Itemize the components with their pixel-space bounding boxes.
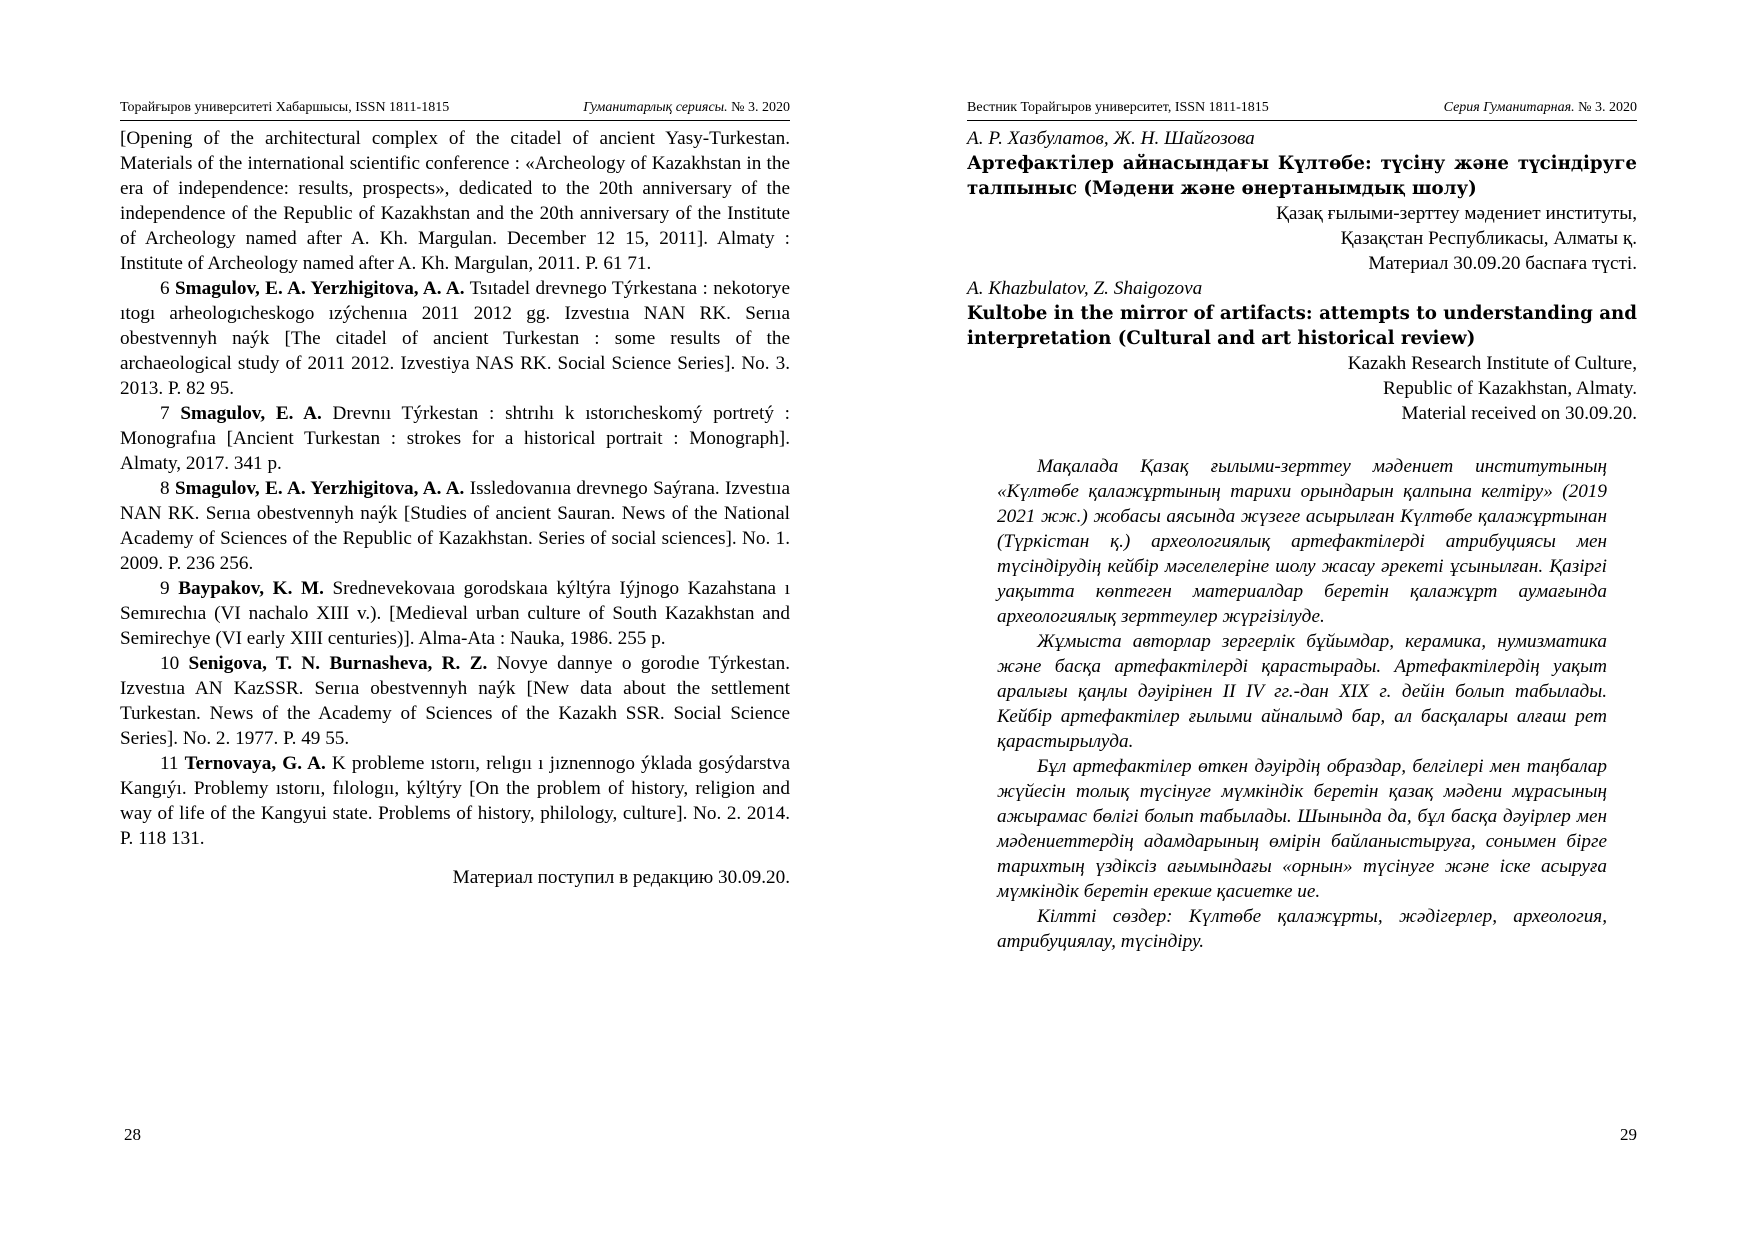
left-series: Гуманитарлық сериясы.	[583, 100, 728, 115]
article-title-kazakh: Артефактілер айнасындағы Күлтөбе: түсіну және түсіндіруге талпыныс (Мәдени және өнертанымдық шолу)	[967, 153, 1637, 199]
right-journal-name: Вестник Торайгыров университет, ISSN 1811-1815	[967, 100, 1269, 115]
reference-item	[120, 401, 790, 476]
reference-number: 10	[160, 653, 180, 674]
authors-kazakh: А. Р. Хазбулатов, Ж. Н. Шайгозова	[967, 128, 1255, 149]
reference-item	[120, 276, 790, 401]
abstract-paragraph: Бұл артефактілер өткен дәуірдің образдар, белгілері мен таңбалар жүйесін толық түсінуге мүмкіндік беретін қазақ мәдени мұрасының ажырамас бөлігі болып табылады. Шынында да, бұл басқа дәуірлер мен мәдениеттердің адамдарының өмірін байланыстыруға, сонымен бірге тарихтың үздіксіз ағымындағы «орнын» түсінуге және іске асыруға мүмкіндік беретін ерекше қасиетке ие.	[997, 756, 1607, 902]
reference-text: Issledovanııa drevnego Saýrana. Izvestııa NAN RK. Serııa obestvennyh naýk [Studies of ancient Sauran. News of the National Academy of Sciences of the Republic of Kazakhstan. Series of social sciences]. No. 1. 2009. P. 236 256.	[120, 478, 791, 574]
affiliation-line: Kazakh Research Institute of Culture,	[1347, 353, 1637, 374]
abstract	[997, 454, 1607, 954]
reference-number: 8	[160, 478, 170, 499]
keywords: Кілтті сөздер: Күлтөбе қалажұрты, жәдігерлер, археология, атрибуциялау, түсіндіру.	[997, 906, 1607, 952]
reference-text: Srednevekovaıa gorodskaıa kýltýra Iýjnogo Kazahstana ı Semırechıa (VI nachalo XIII v.). [Medieval urban culture of South Kazakhstan and Semirechye (VI early XIII centuries)]. Alma-Ata : Nauka, 1986. 255 p.	[120, 578, 791, 649]
right-running-head	[967, 93, 1637, 121]
affiliation-line: Қазақ ғылыми-зерттеу мәдениет институты,	[1276, 203, 1637, 224]
left-issue: № 3. 2020	[731, 100, 790, 115]
reference-text: K probleme ıstorıı, relıgıı ı jıznennogo ýklada gosýdarstva Kangıýı. Problemy ıstorıı, fılologıı, kýltýry [On the problem of history, religion and way of life of the Kangyui state. Problems of history, philology, culture]. No. 2. 2014. P. 118 131.	[120, 753, 790, 849]
left-journal-name: Торайғыров университеті Хабаршысы, ISSN 1811-1815	[120, 100, 450, 115]
abstract-paragraph: Жұмыста авторлар зергерлік бұйымдар, керамика, нумизматика және басқа артефактілерді қарастырады. Артефактілердің уақыт аралығы қаңлы дәуірінен II IV гг.-дан XIX г. дейін болып табылады. Кейбір артефактілер ғылыми айналымд бар, ал басқалары алғаш рет қарастырылуда.	[997, 631, 1607, 752]
reference-text: Novye dannye o gorodıe Týrkestan. Izvestııa AN KazSSR. Serııa obestvennyh naýk [New data about the settlement Turkestan. News of the Academy of Sciences of the Kazakh SSR. Social Science Series]. No. 2. 1977. P. 49 55.	[120, 653, 790, 749]
reference-item	[120, 751, 790, 851]
page-number-right: 29	[1620, 1125, 1637, 1144]
page-number-left: 28	[124, 1125, 141, 1144]
article-title-english: Kultobe in the mirror of artifacts: attempts to understanding and interpretation (Cultural and art historical review)	[967, 303, 1637, 349]
reference-item	[120, 651, 790, 751]
affiliation-line: Republic of Kazakhstan, Almaty.	[1383, 378, 1637, 399]
reference-text: Drevnıı Týrkestan : shtrıhı k ıstorıcheskomý portretý : Monografııa [Ancient Turkestan : strokes for a historical portrait : Monograph]. Almaty, 2017. 341 p.	[120, 403, 791, 474]
affiliation-line: Material received on 30.09.20.	[1401, 403, 1637, 424]
right-body	[967, 126, 1637, 954]
reference-number: 6	[160, 278, 170, 299]
abstract-paragraph: Мақалада Қазақ ғылыми-зерттеу мәдениет институтының «Күлтөбе қалажұртының тарихи орындарын қалпына келтіру» (2019 2021 жж.) жобасы аясында жүзеге асырылған Күлтөбе қалажұртынан (Түркістан қ.) археологиялық артефактілерді атрибуциясы мен түсіндірудің кейбір мәселелеріне шолу жасау әрекеті ұсынылған. Қазіргі уақытта көптеген материалдар беретін қалажұрт аумағында археологиялық зерттеулер жүргізілуде.	[997, 456, 1607, 627]
authors-english: A. Khazbulatov, Z. Shaigozova	[967, 278, 1203, 299]
right-series: Серия Гуманитарная.	[1443, 100, 1575, 115]
reference-number: 11	[160, 753, 179, 774]
affiliation-line: Материал 30.09.20 баспаға түсті.	[1368, 253, 1637, 274]
right-issue: № 3. 2020	[1578, 100, 1637, 115]
reference-authors: Smagulov, E. A. Yerzhigitova, A. A.	[175, 278, 465, 299]
left-series-issue	[583, 99, 790, 117]
reference-authors: Baypakov, K. M.	[178, 578, 324, 599]
reference-authors: Smagulov, E. A.	[180, 403, 322, 424]
reference-authors: Ternovaya, G. A.	[184, 753, 326, 774]
left-page	[0, 0, 874, 1241]
reference-authors: Smagulov, E. A. Yerzhigitova, A. A.	[174, 478, 465, 499]
reference-text: Tsıtadel drevnego Týrkestana : nekotorye ıtogı arheologıcheskogo ızýchenııa 2011 2012 gg. Izvestııa NAN RK. Serııa obestvennyh naýk [The citadel of ancient Turkestan : some results of the archaeological study of 2011 2012. Izvestiya NAS RK. Social Science Series]. No. 3. 2013. P. 82 95.	[120, 278, 790, 399]
right-page	[875, 0, 1749, 1241]
reference-item	[120, 576, 790, 651]
reference-number: 9	[160, 578, 170, 599]
right-series-issue	[1444, 99, 1637, 117]
left-running-head	[120, 93, 790, 121]
reference-number: 7	[160, 403, 170, 424]
reference-item	[120, 476, 790, 576]
left-body	[120, 126, 790, 909]
affiliation-line: Қазақстан Республикасы, Алматы қ.	[1340, 228, 1637, 249]
reference-authors: Senigova, T. N. Burnasheva, R. Z.	[188, 653, 488, 674]
received-note: Материал поступил в редакцию 30.09.20.	[452, 867, 790, 888]
reference-continuation: [Opening of the architectural complex of the citadel of ancient Yasy-Turkestan. Materials of the international scientific conference : «Archeology of Kazakhstan in the era of independence: results, prospects», dedicated to the 20th anniversary of the independence of the Republic of Kazakhstan and the 20th anniversary of the Institute of Archeology named after A. Kh. Margulan. December 12 15, 2011]. Almaty : Institute of Archeology named after A. Kh. Margulan, 2011. P. 61 71.	[120, 128, 790, 274]
